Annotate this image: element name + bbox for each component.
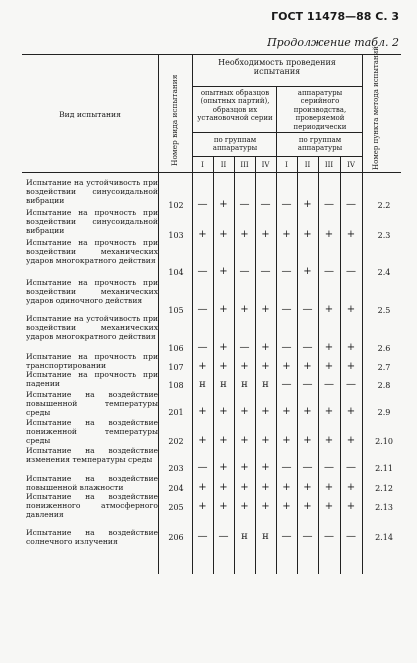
requirement-mark: +: [303, 435, 312, 446]
requirement-mark: +: [198, 406, 207, 417]
requirement-mark: —: [346, 462, 356, 473]
requirement-mark: —: [324, 199, 334, 210]
test-number: 106: [168, 344, 184, 353]
test-number: 202: [168, 437, 184, 446]
method-clause: 2.8: [377, 381, 391, 390]
requirement-mark: +: [282, 361, 291, 372]
requirement-mark: +: [303, 266, 312, 277]
requirement-mark: +: [282, 406, 291, 417]
test-name: Испытание на воздействие пониженного атмосферного давления: [26, 492, 158, 519]
requirement-mark: +: [303, 199, 312, 210]
requirement-mark: +: [303, 501, 312, 512]
table-top-rule: [22, 54, 401, 55]
requirement-mark: —: [260, 266, 271, 277]
test-name: Испытание на воздействие пониженной температуры среды: [26, 418, 158, 445]
subcolumn-divider: [297, 156, 298, 574]
requirement-mark: н: [262, 531, 269, 542]
method-clause: 2.14: [375, 533, 393, 542]
requirement-mark: —: [239, 266, 250, 277]
requirement-mark: н: [241, 531, 248, 542]
test-number: 206: [168, 533, 184, 542]
requirement-mark: +: [303, 361, 312, 372]
requirement-mark: +: [240, 361, 249, 372]
requirement-mark: +: [219, 406, 228, 417]
requirement-mark: —: [346, 379, 356, 390]
requirement-mark: н: [220, 379, 227, 390]
requirement-mark: +: [219, 501, 228, 512]
requirement-mark: —: [346, 266, 356, 277]
requirement-mark: +: [261, 482, 270, 493]
requirement-mark: +: [346, 229, 356, 240]
method-clause: 2.3: [377, 231, 391, 240]
table-continuation-label: Продолжение табл. 2: [267, 36, 399, 49]
requirement-mark: н: [241, 379, 248, 390]
requirement-mark: +: [219, 482, 228, 493]
requirement-mark: +: [303, 482, 312, 493]
requirement-mark: —: [324, 379, 334, 390]
requirement-mark: +: [261, 435, 270, 446]
requirement-mark: —: [281, 304, 292, 315]
requirement-mark: —: [260, 199, 271, 210]
column-divider: [362, 54, 363, 574]
group-label: III: [324, 161, 334, 169]
test-number: 204: [168, 484, 184, 493]
requirement-mark: +: [219, 266, 228, 277]
requirement-mark: —: [281, 199, 292, 210]
requirement-mark: +: [240, 406, 249, 417]
test-number: 107: [168, 363, 184, 372]
group-label: IV: [261, 161, 270, 169]
method-clause: 2.11: [375, 464, 393, 473]
method-clause: 2.10: [375, 437, 393, 446]
column-header-by-groups-b: по группам аппаратуры: [297, 136, 343, 153]
requirement-mark: +: [240, 435, 249, 446]
requirement-mark: —: [302, 342, 313, 353]
test-name: Испытание на воздействие изменения температуры среды: [26, 446, 158, 464]
column-header-test-type: Вид испытания: [59, 110, 121, 119]
requirement-mark: —: [324, 462, 334, 473]
column-header-prototypes: опытных образцов (опытных партий), образцов их установочной серии: [197, 89, 273, 123]
test-number: 108: [168, 381, 184, 390]
requirement-mark: +: [240, 229, 249, 240]
requirement-mark: +: [261, 304, 270, 315]
requirement-mark: +: [240, 304, 249, 315]
column-header-method-clause: Номер пункта метода испытаний: [372, 46, 380, 170]
requirement-mark: —: [302, 531, 313, 542]
requirement-mark: —: [324, 266, 334, 277]
requirement-mark: +: [346, 361, 356, 372]
requirement-mark: +: [282, 501, 291, 512]
subcolumn-divider: [255, 156, 256, 574]
requirement-mark: +: [198, 435, 207, 446]
subcolumn-divider: [318, 156, 319, 574]
method-clause: 2.12: [375, 484, 393, 493]
requirement-mark: —: [346, 531, 356, 542]
requirement-mark: —: [239, 342, 250, 353]
requirement-mark: +: [219, 361, 228, 372]
subcolumn-divider: [213, 156, 214, 574]
method-clause: 2.5: [377, 306, 391, 315]
requirement-mark: +: [346, 342, 356, 353]
header-rule: [192, 156, 362, 157]
requirement-mark: +: [346, 482, 356, 493]
test-name: Испытание на прочность при воздействии синусоидальной вибрации: [26, 208, 158, 235]
requirement-mark: +: [198, 229, 207, 240]
requirement-mark: —: [281, 266, 292, 277]
test-number: 103: [168, 231, 184, 240]
requirement-mark: +: [346, 501, 356, 512]
requirement-mark: +: [303, 406, 312, 417]
requirement-mark: +: [324, 501, 334, 512]
test-number: 104: [168, 268, 184, 277]
requirement-mark: н: [199, 379, 206, 390]
requirement-mark: +: [240, 482, 249, 493]
test-name: Испытание на воздействие повышенной влажности: [26, 474, 158, 492]
requirement-mark: н: [262, 379, 269, 390]
requirement-mark: +: [261, 342, 270, 353]
requirement-mark: +: [346, 435, 356, 446]
test-name: Испытание на устойчивость при воздействии синусоидальной вибрации: [26, 178, 158, 205]
test-number: 205: [168, 503, 184, 512]
requirement-mark: —: [197, 462, 208, 473]
requirement-mark: +: [261, 229, 270, 240]
requirement-mark: +: [324, 406, 334, 417]
requirement-mark: —: [197, 304, 208, 315]
requirement-mark: +: [282, 229, 291, 240]
method-clause: 2.7: [377, 363, 391, 372]
requirement-mark: +: [198, 501, 207, 512]
group-label: I: [201, 161, 204, 169]
column-header-test-number: Номер вида испытания: [170, 74, 179, 166]
requirement-mark: +: [198, 482, 207, 493]
requirement-mark: —: [239, 199, 250, 210]
test-name: Испытание на прочность при воздействии механических ударов многократного действия: [26, 238, 158, 265]
requirement-mark: +: [219, 462, 228, 473]
requirement-mark: +: [324, 304, 334, 315]
requirement-mark: +: [261, 501, 270, 512]
requirement-mark: —: [302, 304, 313, 315]
column-header-by-groups-a: по группам аппаратуры: [212, 136, 258, 153]
requirement-mark: —: [302, 379, 313, 390]
requirement-mark: —: [324, 531, 334, 542]
column-divider: [276, 86, 277, 574]
group-label: IV: [347, 161, 355, 169]
requirement-mark: +: [261, 462, 270, 473]
group-label: I: [285, 161, 288, 169]
group-label: III: [240, 161, 249, 169]
requirement-mark: +: [219, 342, 228, 353]
requirement-mark: +: [282, 435, 291, 446]
test-number: 105: [168, 306, 184, 315]
requirement-mark: +: [324, 342, 334, 353]
method-clause: 2.9: [377, 408, 391, 417]
requirement-mark: +: [324, 361, 334, 372]
method-clause: 2.4: [377, 268, 391, 277]
requirement-mark: +: [324, 229, 334, 240]
requirement-mark: —: [197, 266, 208, 277]
requirement-mark: —: [281, 462, 292, 473]
method-clause: 2.13: [375, 503, 393, 512]
requirement-mark: —: [302, 462, 313, 473]
test-name: Испытание на прочность при воздействии механических ударов одиночного действия: [26, 278, 158, 305]
requirement-mark: —: [346, 199, 356, 210]
header-bottom-rule: [22, 172, 401, 173]
requirement-mark: —: [281, 379, 292, 390]
requirement-mark: —: [281, 531, 292, 542]
test-number: 102: [168, 201, 184, 210]
document-header: ГОСТ 11478—88 С. 3: [271, 10, 399, 23]
requirement-mark: +: [346, 304, 356, 315]
method-clause: 2.6: [377, 344, 391, 353]
requirement-mark: +: [219, 304, 228, 315]
group-label: II: [220, 161, 227, 169]
subcolumn-divider: [234, 156, 235, 574]
column-header-serial: аппаратуры серийного производства, проверяемой периодически: [293, 89, 347, 131]
requirement-mark: +: [282, 482, 291, 493]
header-rule: [192, 86, 362, 87]
requirement-mark: +: [240, 501, 249, 512]
requirement-mark: +: [240, 462, 249, 473]
requirement-mark: +: [261, 361, 270, 372]
requirement-mark: —: [197, 199, 208, 210]
subcolumn-divider: [340, 156, 341, 574]
column-divider: [158, 54, 159, 574]
requirement-mark: +: [219, 435, 228, 446]
header-rule: [192, 132, 362, 133]
test-number: 201: [168, 408, 184, 417]
requirement-mark: +: [261, 406, 270, 417]
requirement-mark: +: [198, 361, 207, 372]
test-name: Испытание на воздействие повышенной температуры среды: [26, 390, 158, 417]
test-number: 203: [168, 464, 184, 473]
requirement-mark: +: [346, 406, 356, 417]
requirement-mark: +: [324, 482, 334, 493]
requirement-mark: —: [281, 342, 292, 353]
requirement-mark: +: [219, 229, 228, 240]
requirement-mark: —: [197, 342, 208, 353]
method-clause: 2.2: [377, 201, 391, 210]
requirement-mark: +: [219, 199, 228, 210]
column-header-necessity: Необходимость проведения испытания: [218, 58, 336, 76]
group-label: II: [304, 161, 311, 169]
requirement-mark: +: [324, 435, 334, 446]
requirement-mark: —: [197, 531, 208, 542]
requirement-mark: +: [303, 229, 312, 240]
test-name: Испытание на воздействие солнечного излучения: [26, 528, 158, 546]
requirement-mark: —: [218, 531, 229, 542]
test-name: Испытание на устойчивость при воздействии механических ударов многократного действия: [26, 314, 158, 341]
test-name: Испытание на прочность при падении: [26, 370, 158, 388]
test-name: Испытание на прочность при транспортировании: [26, 352, 158, 370]
